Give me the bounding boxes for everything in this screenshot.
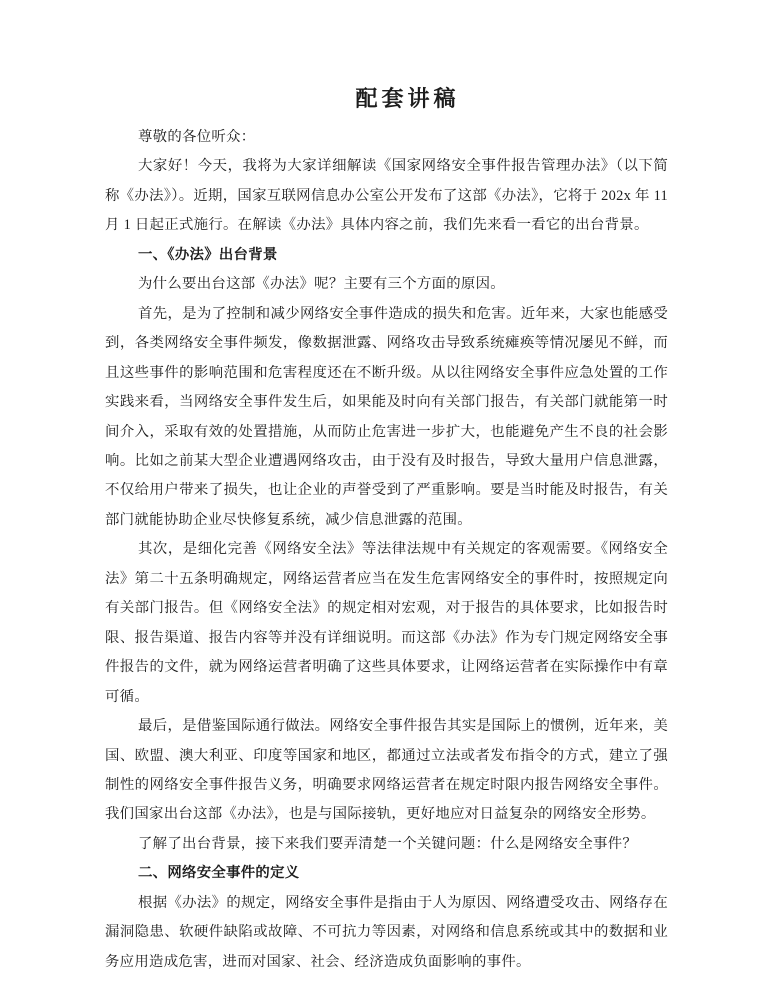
document-title: 配套讲稿 <box>355 86 460 111</box>
body-paragraph: 尊敬的各位听众： <box>138 129 256 145</box>
body-paragraph: 首先，是为了控制和减少网络安全事件造成的损失和危害。近年来，大家也能感受到，各类网络安全事件频发，像数据泄露、网络攻击导致系统瘫痪等情况屡见不鲜，而且这些事件的影响范围和危害程度还在不断升级。从以往网络安全事件应急处置的工作实践来看，当网络安全事件发生后，如果能及时向有关部门报告，有关部门就能第一时间介入，采取有效的处置措施，从而防止危害进一步扩大，也能避免产生不良的社会影响。比如之前某大型企业遭遇网络攻击，由于没有及时报告，导致大量用户信息泄露，不仅给用户带来了损失，也让企业的声誉受到了严重影响。要是当时能及时报告，有关部门就能协助企业尽快修复系统，减少信息泄露的范围。 <box>105 305 668 528</box>
body-paragraph: 大家好！今天，我将为大家详细解读《国家网络安全事件报告管理办法》（以下简称《办法》）。近期，国家互联网信息办公室公开发布了这部《办法》，它将于 202x 年 11 月 1 日起正式施行。在解读《办法》具体内容之前，我们先来看一看它的出台背景。 <box>105 158 668 234</box>
section-heading: 二、网络安全事件的定义 <box>138 865 300 882</box>
section-heading: 一、《办法》出台背景 <box>138 246 278 263</box>
body-paragraph: 为什么要出台这部《办法》呢？主要有三个方面的原因。 <box>138 276 505 293</box>
body-paragraph: 根据《办法》的规定，网络安全事件是指由于人为原因、网络遭受攻击、网络存在漏洞隐患、软硬件缺陷或故障、不可抗力等因素，对网络和信息系统或其中的数据和业务应用造成危害，进而对国家、社会、经济造成负面影响的事件。 <box>105 894 668 970</box>
body-paragraph: 了解了出台背景，接下来我们要弄清楚一个关键问题：什么是网络安全事件？ <box>138 835 638 852</box>
body-paragraph: 其次，是细化完善《网络安全法》等法律法规中有关规定的客观需要。《网络安全法》第二十五条明确规定，网络运营者应当在发生危害网络安全的事件时，按照规定向有关部门报告。但《网络安全法》的规定相对宏观，对于报告的具体要求，比如报告时限、报告渠道、报告内容等并没有详细说明。而这部《办法》作为专门规定网络安全事件报告的文件，就为网络运营者明确了这些具体要求，让网络运营者在实际操作中有章可循。 <box>105 541 668 705</box>
document-body <box>105 123 668 977</box>
body-paragraph: 最后，是借鉴国际通行做法。网络安全事件报告其实是国际上的惯例，近年来，美国、欧盟、澳大利亚、印度等国家和地区，都通过立法或者发布指令的方式，建立了强制性的网络安全事件报告义务，明确要求网络运营者在规定时限内报告网络安全事件。我们国家出台这部《办法》，也是与国际接轨，更好地应对日益复杂的网络安全形势。 <box>105 718 668 823</box>
